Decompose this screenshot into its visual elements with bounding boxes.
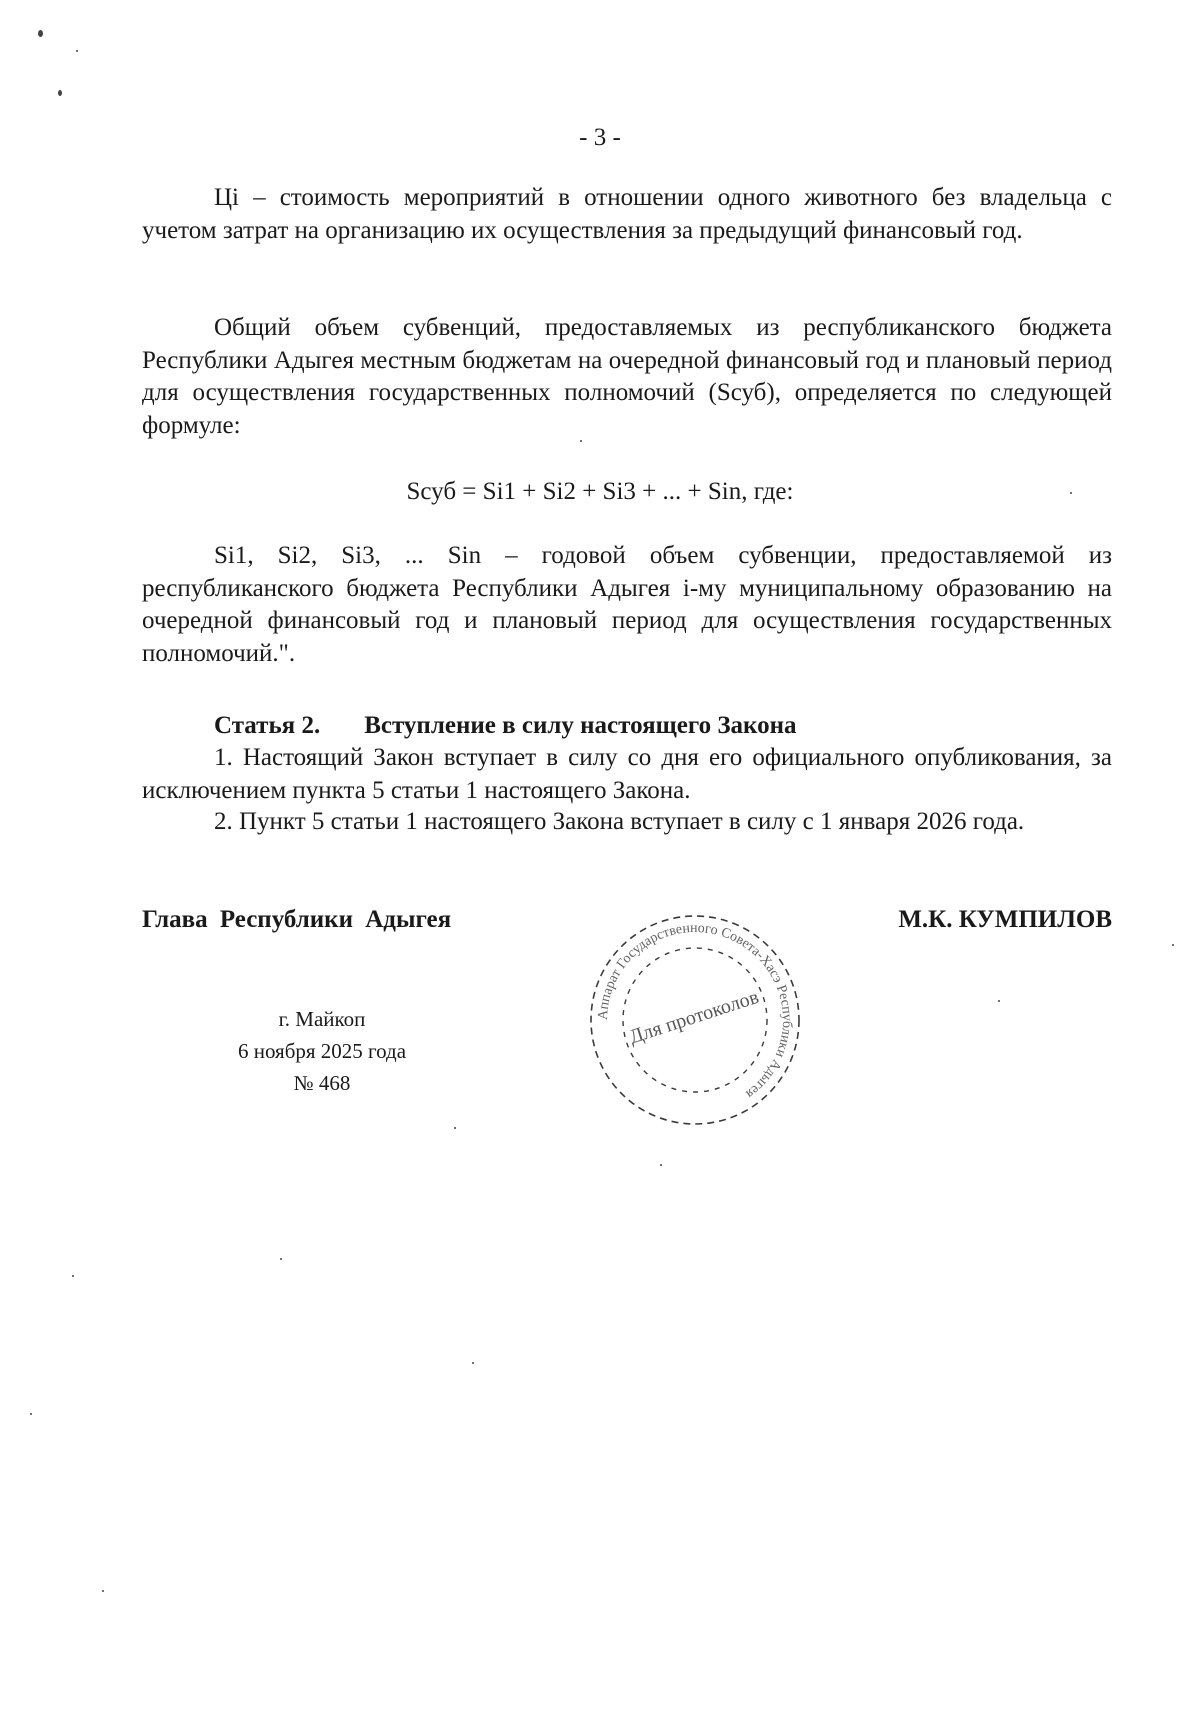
scan-speck — [472, 1362, 474, 1364]
scan-speck — [76, 50, 78, 52]
scan-speck — [1172, 944, 1174, 946]
article-heading — [214, 712, 797, 740]
law-number: № 468 — [293, 1071, 351, 1095]
scan-speck — [580, 440, 582, 442]
article-title: Вступление в силу настоящего Закона — [364, 712, 797, 739]
scan-speck — [280, 1258, 282, 1260]
city: г. Майкоп — [278, 1007, 366, 1031]
scan-speck — [58, 90, 62, 96]
signatory-position: Глава Республики Адыгея — [142, 906, 452, 933]
scan-speck — [1070, 492, 1072, 494]
scan-speck — [72, 1275, 74, 1277]
stamp-center-text: Для протоколов — [626, 985, 762, 1049]
page-number: - 3 - — [579, 124, 621, 151]
scan-speck — [998, 1000, 1000, 1002]
place-date-block — [212, 1003, 432, 1099]
scan-speck — [30, 1413, 32, 1415]
paragraph-subvention-definition: Si1, Si2, Si3, ... Sin – годовой объем субвенции, предоставляемой из республиканского бюджета Республики Адыгея i-му муниципальному образованию на очередной финансовый год и плановый период для осуществления государственных полномочий.". — [142, 542, 1112, 667]
scan-speck — [38, 30, 43, 37]
article-item-1: 1. Настоящий Закон вступает в силу со дня его официального опубликования, за исключением пункта 5 статьи 1 настоящего Закона. — [142, 744, 1112, 804]
signatory-name: М.К. КУМПИЛОВ — [898, 906, 1112, 933]
law-date: 6 ноября 2025 года — [237, 1039, 407, 1063]
official-stamp — [580, 905, 810, 1135]
article-number: Статья 2. — [214, 712, 321, 739]
paragraph-cost-definition: Цi – стоимость мероприятий в отношении одного животного без владельца с учетом затрат на организацию их осуществления за предыдущий финансовый год. — [142, 184, 1112, 244]
paragraph-subvention-total: Общий объем субвенций, предоставляемых из республиканского бюджета Республики Адыгея местным бюджетам на очередной финансовый год и плановый период для осуществления государственных полномочий (Sсуб), определяется по следующей формуле: — [142, 314, 1112, 439]
scan-speck — [660, 1164, 662, 1166]
article-item-2: 2. Пункт 5 статьи 1 настоящего Закона вступает в силу с 1 января 2026 года. — [214, 808, 1025, 835]
stamp-outer-text: Аппарат Государственного Совета-Хасэ Республики Адыгея — [595, 920, 795, 1102]
scan-speck — [454, 1127, 456, 1129]
scan-speck — [102, 1590, 104, 1592]
formula: Sсуб = Si1 + Si2 + Si3 + ... + Sin, где: — [406, 478, 794, 505]
